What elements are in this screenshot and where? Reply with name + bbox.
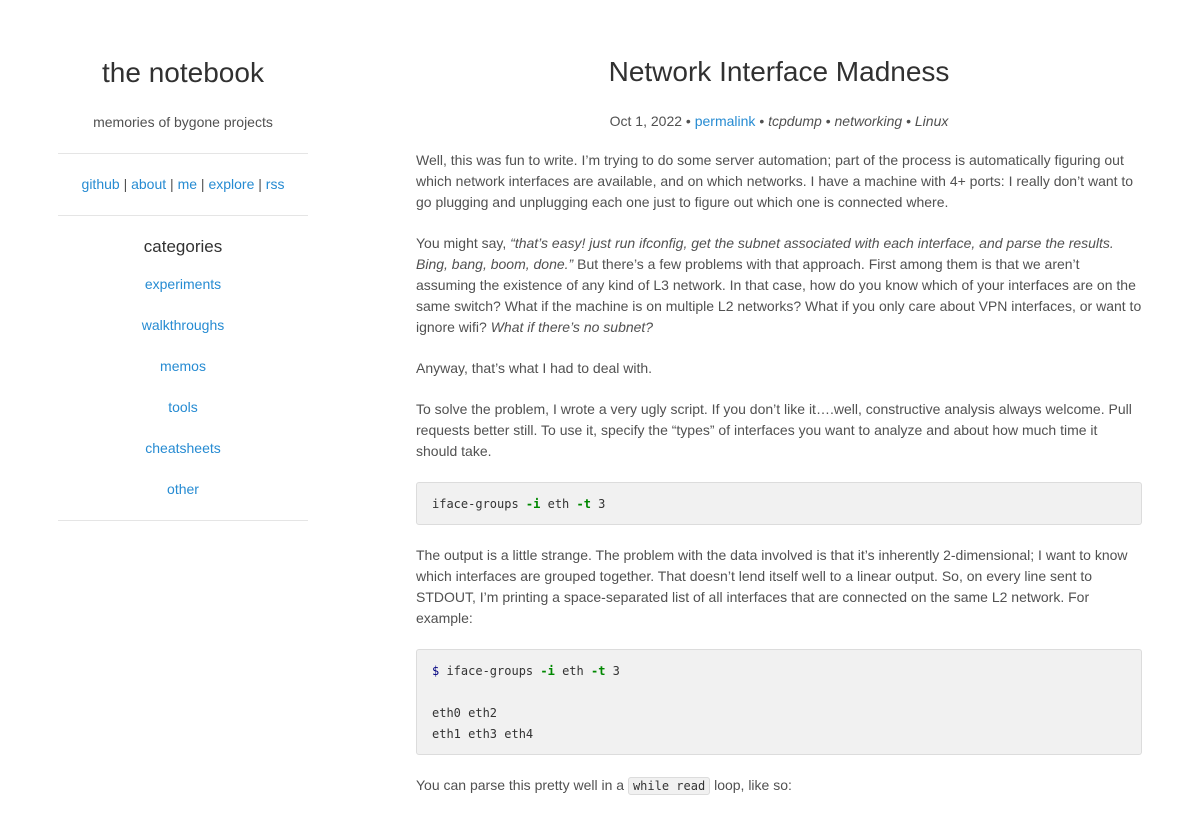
code-arg: 3 <box>605 664 620 678</box>
paragraph-text: But there’s a few problems with that approach. First among them is that we aren’t assuming the existence of any kind of L3 network. In that case, how do you know which of your interfaces are on the same switch? What if the machine is on multiple L2 networks? What if you only care about VPN interfaces, or want to ignore wifi? <box>416 256 1142 335</box>
category-item <box>58 316 308 334</box>
nav-link-explore[interactable]: explore <box>208 176 255 192</box>
category-link-cheatsheets[interactable]: cheatsheets <box>145 440 221 456</box>
site-title[interactable]: the notebook <box>102 57 264 88</box>
code-arg: 3 <box>590 497 606 511</box>
post-meta <box>416 112 1142 130</box>
category-link-experiments[interactable]: experiments <box>144 276 222 292</box>
code-command: iface-groups <box>432 497 526 511</box>
paragraph: Anyway, that’s what I had to deal with. <box>416 360 653 376</box>
sidebar-nav <box>58 175 308 193</box>
category-item <box>58 398 308 416</box>
code-block <box>416 482 1142 525</box>
meta-bullet: • <box>825 113 831 129</box>
sidebar-divider <box>58 520 308 521</box>
category-list <box>58 275 308 498</box>
paragraph: Well, this was fun to write. I’m trying to do some server automation; part of the process is automatically figuring out which network interfaces are available, and on which networks. I have a machine with 4+ ports: I really don’t want to go plugging and unplugging each one just to figure out which one is connected where. <box>416 152 1134 210</box>
nav-separator: | <box>258 176 262 192</box>
code-prompt: $ <box>432 664 440 678</box>
tag-tcpdump: tcpdump <box>768 113 822 129</box>
nav-separator: | <box>123 176 128 192</box>
quoted-text: “that’s easy! just run ifconfig, get the subnet associated with each interface, and parse the results. Bing, bang, boom, done.” <box>416 235 1114 272</box>
nav-link-about[interactable]: about <box>131 176 167 192</box>
sidebar <box>58 0 308 521</box>
post-title: Network Interface Madness <box>608 56 950 87</box>
tag-linux: Linux <box>914 113 949 129</box>
emphasized-text: What if there’s no subnet? <box>490 319 654 335</box>
inline-code: while read <box>628 777 710 795</box>
meta-bullet: • <box>685 113 691 129</box>
nav-link-rss[interactable]: rss <box>265 176 285 192</box>
tag-networking: networking <box>834 113 903 129</box>
post-date: Oct 1, 2022 <box>609 113 683 129</box>
categories-heading: categories <box>143 237 223 256</box>
paragraph <box>416 233 1142 338</box>
sidebar-divider <box>58 215 308 216</box>
paragraph: The output is a little strange. The problem with the data involved is that it’s inherently 2-dimensional; I want to know which interfaces are grouped together. That doesn’t lend itself well to a linear output. So, on every line sent to STDOUT, I’m printing a space-separated list of all interfaces that are connected on the same L2 network. For example: <box>416 547 1128 626</box>
category-link-other[interactable]: other <box>167 481 199 497</box>
category-item <box>58 480 308 498</box>
paragraph-text: You might say, <box>416 235 511 251</box>
code-output-line: eth0 eth2 <box>432 706 498 720</box>
code-arg: eth <box>554 664 591 678</box>
category-link-tools[interactable]: tools <box>168 399 198 415</box>
code-arg: eth <box>540 497 577 511</box>
nav-link-me[interactable]: me <box>177 176 198 192</box>
code-flag: -t <box>590 664 606 678</box>
meta-bullet: • <box>906 113 911 129</box>
code-output-line: eth1 eth3 eth4 <box>432 727 534 741</box>
paragraph-text: You can parse this pretty well in a <box>416 777 628 793</box>
site-tagline: memories of bygone projects <box>93 114 273 130</box>
nav-separator: | <box>170 176 174 192</box>
sidebar-divider <box>58 153 308 154</box>
category-item <box>58 439 308 457</box>
category-item <box>58 357 308 375</box>
category-item <box>58 275 308 293</box>
post-body <box>416 150 1142 797</box>
nav-separator: | <box>200 176 205 192</box>
code-flag: -i <box>540 664 555 678</box>
nav-link-github[interactable]: github <box>81 176 120 192</box>
code-command: iface-groups <box>439 664 541 678</box>
post <box>416 0 1142 817</box>
paragraph-text: loop, like so: <box>710 777 792 793</box>
category-link-walkthroughs[interactable]: walkthroughs <box>141 317 225 333</box>
code-flag: -i <box>525 497 541 511</box>
permalink-link[interactable]: permalink <box>694 113 756 129</box>
code-flag: -t <box>576 497 591 511</box>
paragraph <box>416 775 1142 797</box>
meta-bullet: • <box>759 113 765 129</box>
code-block <box>416 649 1142 755</box>
paragraph: To solve the problem, I wrote a very ugly script. If you don’t like it….well, constructive analysis always welcome. Pull requests better still. To use it, specify the “types” of interfaces you want to analyze and about how much time it should take. <box>416 401 1132 459</box>
category-link-memos[interactable]: memos <box>160 358 206 374</box>
